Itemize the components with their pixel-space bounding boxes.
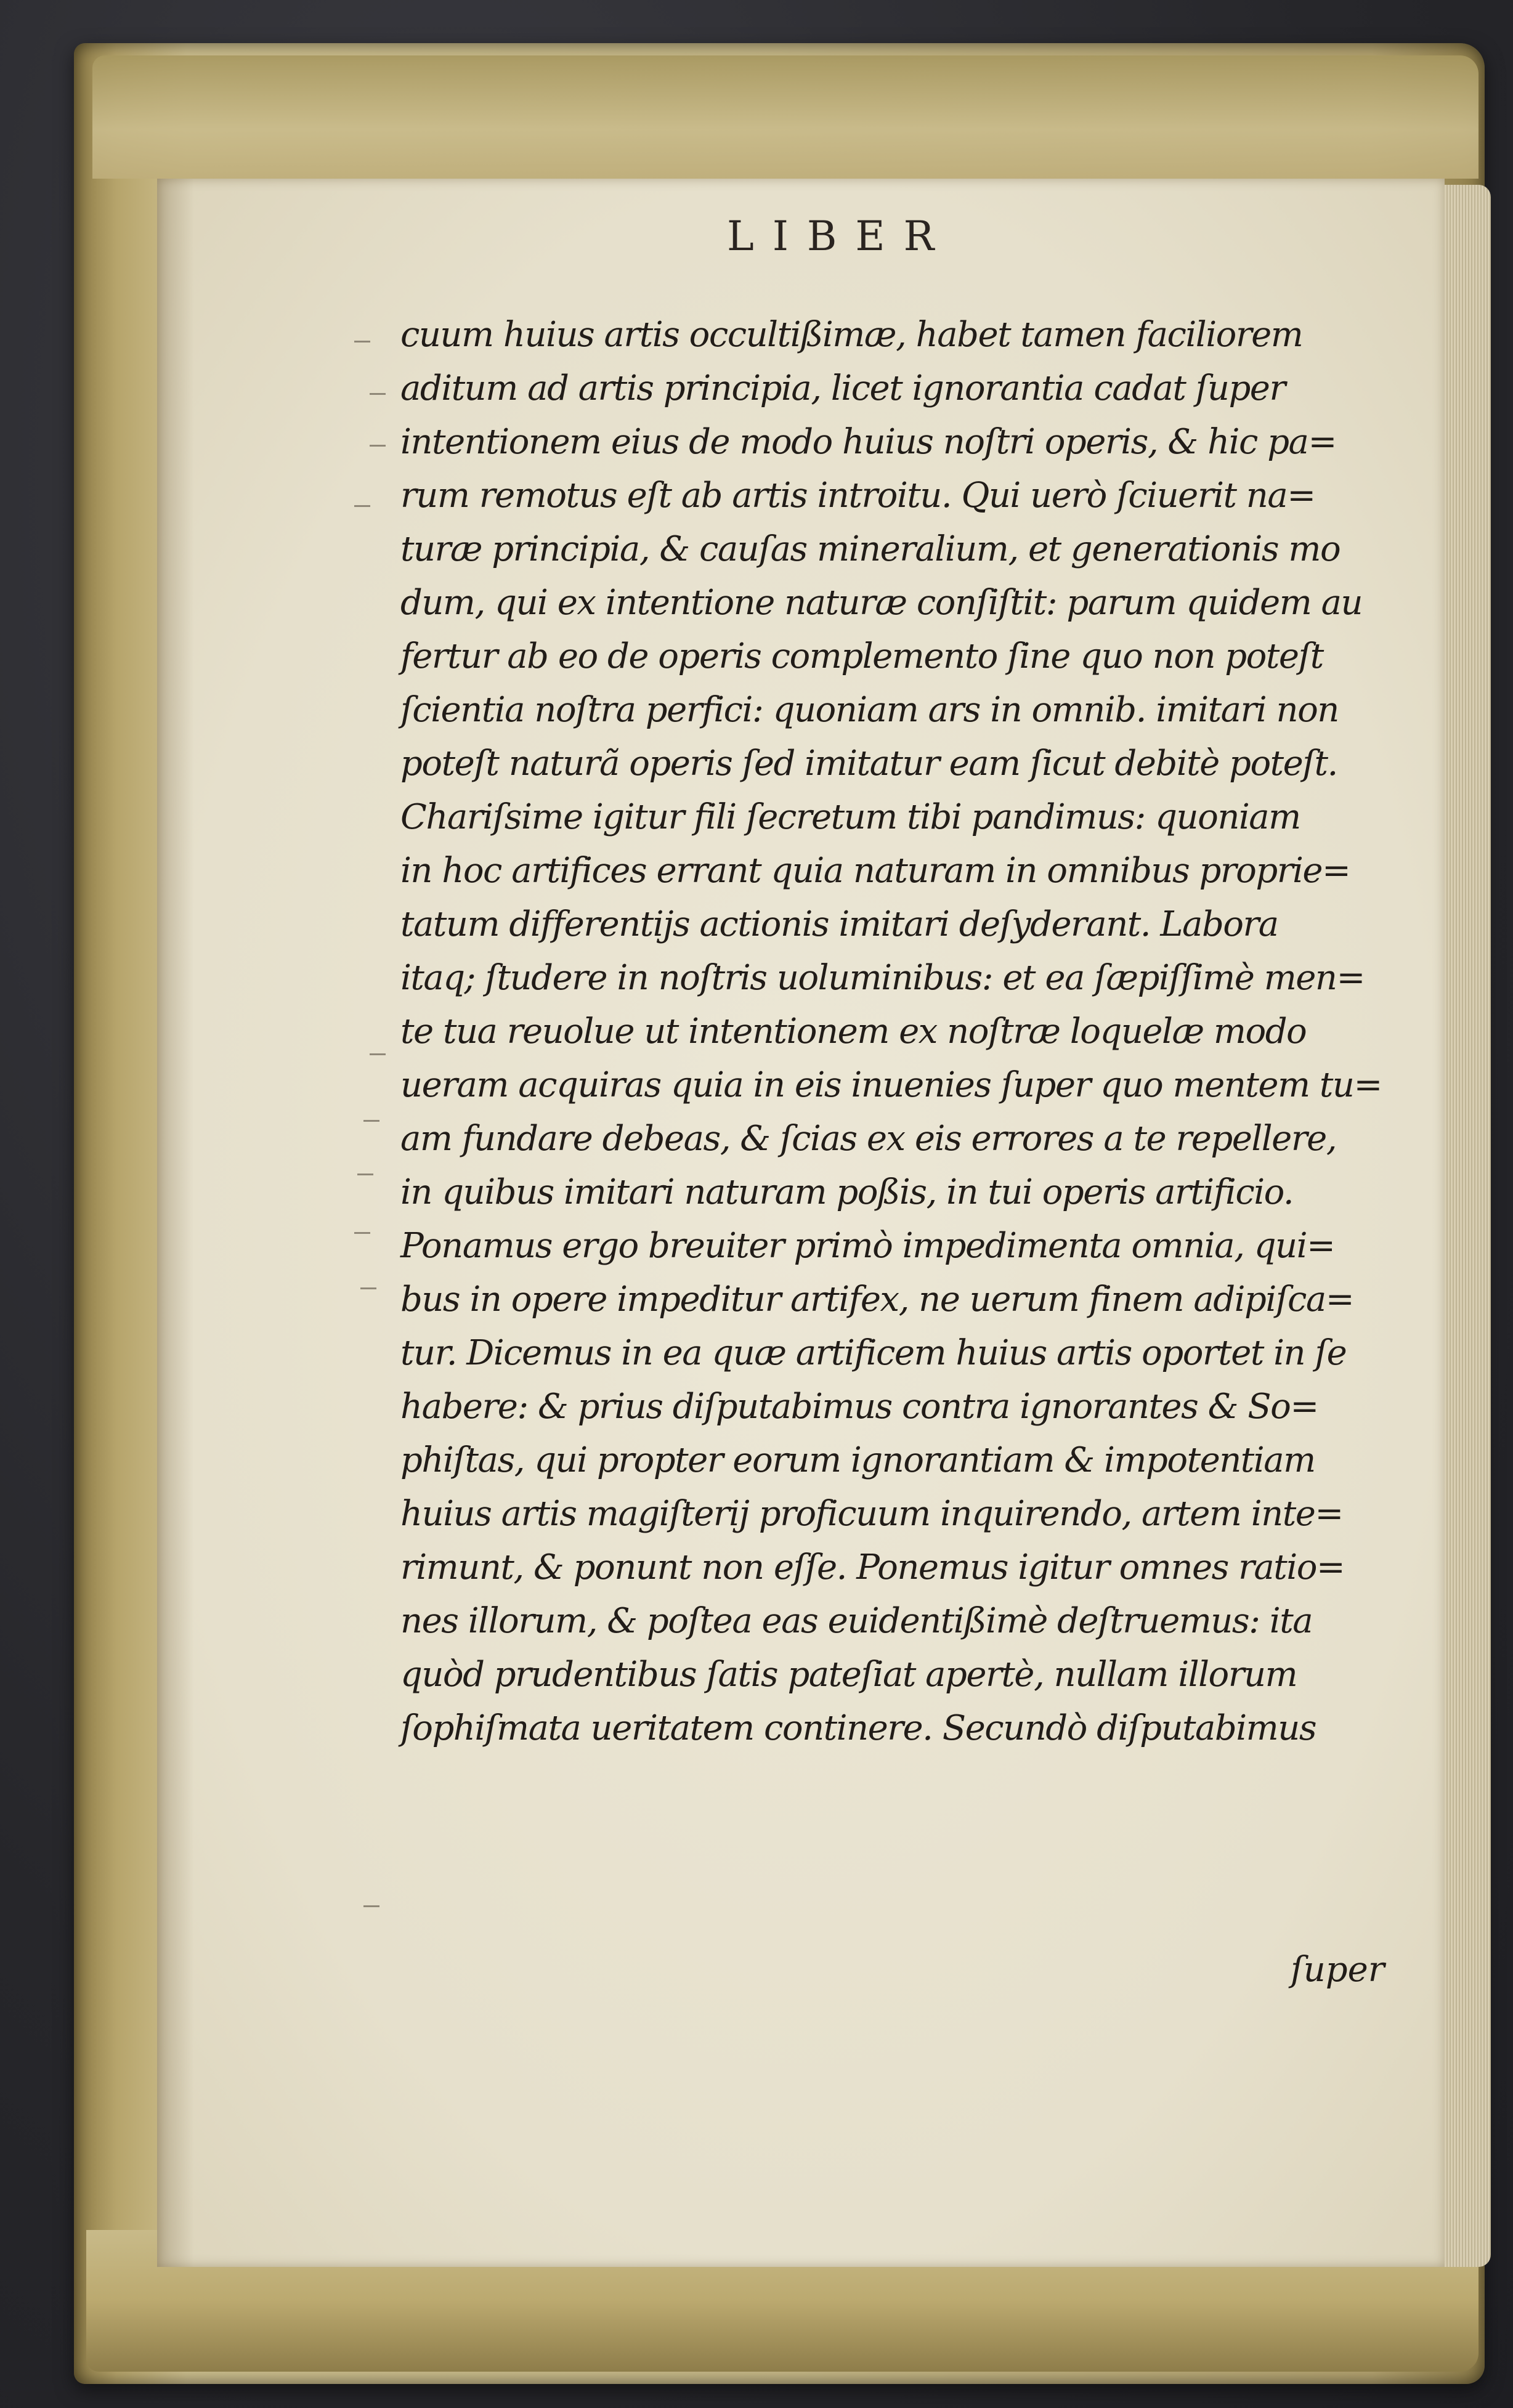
text-line: Chariſsime igitur fili ſecretum tibi pandimus: quoniam <box>400 797 1300 837</box>
text-line: phiſtas, qui propter eorum ignorantiam & impotentiam <box>400 1440 1315 1480</box>
margin-mark <box>370 1053 386 1055</box>
margin-mark <box>354 505 370 507</box>
text-line: rum remotus eſt ab artis introitu. Qui uerò ſciuerit na= <box>400 476 1315 516</box>
text-line: habere: & prius diſputabimus contra ignorantes & So= <box>400 1387 1318 1427</box>
text-line: ſcientia noſtra perfici: quoniam ars in omnib. imitari non <box>400 690 1339 730</box>
text-line: itaq; ſtudere in noſtris uoluminibus: et ea ſæpiſſimè men= <box>400 958 1365 998</box>
text-line: cuum huius artis occultißimæ, habet tamen faciliorem <box>400 315 1303 355</box>
margin-mark <box>363 1120 379 1122</box>
margin-mark <box>370 445 386 447</box>
text-line: Ponamus ergo breuiter primò impedimenta omnia, qui= <box>400 1226 1335 1266</box>
text-line: quòd prudentibus ſatis pateſiat apertè, nullam illorum <box>400 1655 1297 1695</box>
text-line: bus in opere impeditur artifex, ne uerum finem adipiſca= <box>400 1279 1354 1320</box>
text-line: huius artis magiſterij proficuum inquirendo, artem inte= <box>400 1494 1343 1534</box>
margin-mark <box>357 1174 373 1175</box>
text-line: poteſt naturã operis ſed imitatur eam ſicut debitè poteſt. <box>400 744 1337 784</box>
body-text <box>400 308 1448 1755</box>
text-line: aditum ad artis principia, licet ignorantia cadat ſuper <box>400 368 1285 408</box>
vellum-binding-top-fold <box>92 55 1479 179</box>
margin-mark <box>360 1287 376 1289</box>
running-head: LIBER <box>727 213 953 260</box>
text-line: tatum differentijs actionis imitari deſyderant. Labora <box>400 904 1278 944</box>
text-line: dum, qui ex intentione naturæ conſiſtit: parum quidem au <box>400 583 1363 623</box>
text-line: tur. Dicemus in ea quæ artificem huius artis oportet in ſe <box>400 1333 1347 1373</box>
margin-mark <box>363 1905 379 1907</box>
text-line: turæ principia, & cauſas mineralium, et generationis mo <box>400 529 1341 569</box>
margin-mark <box>370 393 386 395</box>
gutter-shadow <box>157 179 194 2267</box>
text-line: nes illorum, & poſtea eas euidentißimè deſtruemus: ita <box>400 1601 1313 1641</box>
text-line: ſophiſmata ueritatem continere. Secundò diſputabimus <box>400 1708 1316 1748</box>
text-line: te tua reuolue ut intentionem ex noſtræ loquelæ modo <box>400 1011 1307 1052</box>
text-line: am fundare debeas, & ſcias ex eis errores a te repellere, <box>400 1119 1337 1159</box>
text-line: ueram acquiras quia in eis inuenies ſuper quo mentem tu= <box>400 1065 1382 1105</box>
text-line: intentionem eius de modo huius noſtri operis, & hic pa= <box>400 422 1336 462</box>
text-line: rimunt, & ponunt non eſſe. Ponemus igitur omnes ratio= <box>400 1547 1345 1587</box>
text-line: in hoc artifices errant quia naturam in omnibus proprie= <box>400 851 1350 891</box>
catchword: ſuper <box>1291 1950 1385 1990</box>
text-line: in quibus imitari naturam poßis, in tui operis artificio. <box>400 1172 1294 1212</box>
text-line: fertur ab eo de operis complemento ſine quo non poteſt <box>400 636 1323 676</box>
margin-mark <box>354 341 370 343</box>
margin-mark <box>354 1232 370 1234</box>
